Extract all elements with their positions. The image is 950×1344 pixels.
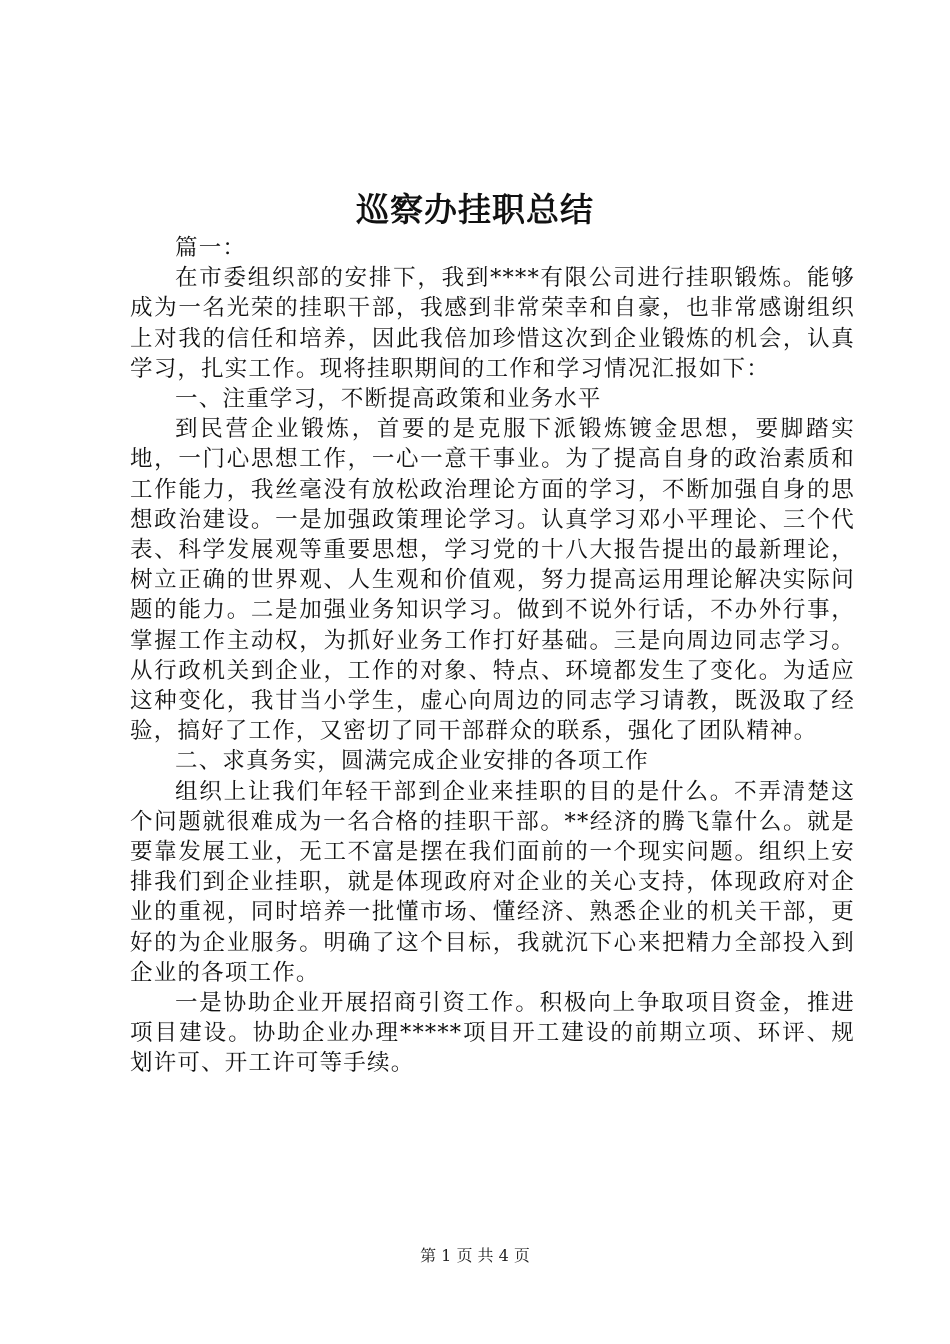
paragraph-section-1-body: 到民营企业锻炼，首要的是克服下派锻炼镀金思想，要脚踏实地，一门心思想工作，一心一意干事业。为了提高自身的政治素质和工作能力，我丝毫没有放松政治理论方面的学习，不断加强自身的思想政治建设。一是加强政策理论学习。认真学习邓小平理论、三个代表、科学发展观等重要思想，学习党的十八大报告提出的最新理论，树立正确的世界观、人生观和价值观，努力提高运用理论解决实际问题的能力。二是加强业务知识学习。做到不说外行话，不办外行事，掌握工作主动权，为抓好业务工作打好基础。三是向周边同志学习。从行政机关到企业，工作的对象、特点、环境都发生了变化。为适应这种变化，我甘当小学生，虚心向周边的同志学习请教，既汲取了经验，搞好了工作，又密切了同干部群众的联系，强化了团队精神。: [130, 416, 855, 745]
paragraph-section-label: 篇一：: [175, 235, 247, 261]
paragraph-section-2-item-1: 一是协助企业开展招商引资工作。积极向上争取项目资金，推进项目建设。协助企业办理*****项目开工建设的前期立项、环评、规划许可、开工许可等手续。: [130, 990, 855, 1077]
heading-section-2: 二、求真务实，圆满完成企业安排的各项工作: [175, 748, 650, 775]
paragraph-intro: 在市委组织部的安排下，我到****有限公司进行挂职锻炼。能够成为一名光荣的挂职干部，我感到非常荣幸和自豪，也非常感谢组织上对我的信任和培养，因此我倍加珍惜这次到企业锻炼的机会，认真学习，扎实工作。现将挂职期间的工作和学习情况汇报如下：: [130, 265, 855, 382]
document-body: [130, 233, 855, 1079]
document-title: 巡察办挂职总结: [356, 190, 594, 229]
heading-section-1: 一、注重学习，不断提高政策和业务水平: [175, 386, 602, 413]
page-footer: 第 1 页 共 4 页: [420, 1246, 530, 1265]
paragraph-section-2-body: 组织上让我们年轻干部到企业来挂职的目的是什么。不弄清楚这个问题就很难成为一名合格的挂职干部。**经济的腾飞靠什么。就是要靠发展工业，无工不富是摆在我们面前的一个现实问题。组织上安排我们到企业挂职，就是体现政府对企业的关心支持，体现政府对企业的重视，同时培养一批懂市场、懂经济、熟悉企业的机关干部，更好的为企业服务。明确了这个目标，我就沉下心来把精力全部投入到企业的各项工作。: [130, 778, 855, 986]
